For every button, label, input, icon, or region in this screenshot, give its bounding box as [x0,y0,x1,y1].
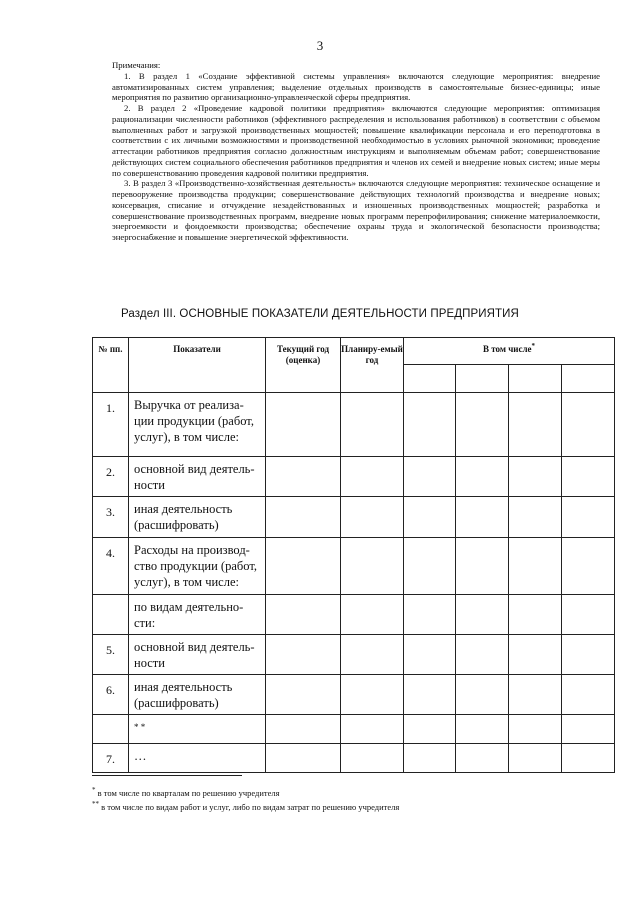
cell [509,497,562,538]
cell [562,675,615,715]
footnote-2-mark: ** [92,800,99,809]
row-indicator: по видам деятельно-сти: [129,595,266,635]
footnote-1-text: в том числе по кварталам по решению учредителя [97,788,280,798]
indicators-table [92,337,615,773]
cell [509,595,562,635]
cell [456,715,509,744]
cell [456,675,509,715]
notes-heading: Примечания: [112,60,161,70]
footnote-1-mark: * [92,786,96,795]
cell [456,393,509,457]
header-including-mark: * [531,342,536,350]
cell [266,595,341,635]
cell [404,635,456,675]
cell [404,538,456,595]
row-indicator: основной вид деятель-ности [129,635,266,675]
cell [266,635,341,675]
cell [509,744,562,773]
header-current-year: Текущий год (оценка) [266,338,341,393]
cell [562,497,615,538]
cell [341,675,404,715]
row-indicator: основной вид деятель-ности [129,457,266,497]
cell [509,393,562,457]
cell [266,457,341,497]
sub-col-1 [404,365,456,393]
header-planned-year: Планиру-емый год [341,338,404,393]
cell [509,457,562,497]
cell [404,715,456,744]
section-title: Раздел III. ОСНОВНЫЕ ПОКАЗАТЕЛИ ДЕЯТЕЛЬНОСТИ ПРЕДПРИЯТИЯ [121,308,519,320]
header-row [93,338,615,365]
cell [509,715,562,744]
cell [562,635,615,675]
cell [509,675,562,715]
footnotes [92,786,399,814]
row-number [93,595,129,635]
cell [341,497,404,538]
cell [266,715,341,744]
cell [509,635,562,675]
footnote-2-text: в том числе по видам работ и услуг, либо по видам затрат по решению учредителя [101,802,400,812]
cell [266,675,341,715]
header-including-label: В том числе [482,344,532,354]
cell [404,457,456,497]
cell [456,538,509,595]
row-indicator: Выручка от реализа-ции продукции (работ, услуг), в том числе: [129,393,266,457]
cell [456,457,509,497]
notes-block [112,60,600,243]
page-number: 3 [316,38,324,53]
cell [562,538,615,595]
sub-col-3 [509,365,562,393]
cell [404,497,456,538]
cell [562,744,615,773]
header-including [404,338,615,365]
cell [404,393,456,457]
cell [562,393,615,457]
cell [341,595,404,635]
footnote-1 [92,786,399,800]
footnote-2 [92,800,399,814]
sub-col-4 [562,365,615,393]
row-number: 3. [93,497,129,538]
cell [562,595,615,635]
row-number [93,715,129,744]
sub-col-2 [456,365,509,393]
cell [562,715,615,744]
header-num: № пп. [93,338,129,393]
row-indicator: иная деятельность (расшифровать) [129,675,266,715]
row-indicator: иная деятельность (расшифровать) [129,497,266,538]
row-number: 1. [93,393,129,457]
row-number: 7. [93,744,129,773]
footnote-divider [92,775,242,776]
cell [456,744,509,773]
table-row [93,675,615,715]
table-row [93,715,615,744]
row-number: 2. [93,457,129,497]
row-indicator: Расходы на производ-ство продукции (работ, услуг), в том числе: [129,538,266,595]
table-row [93,393,615,457]
row-indicator: … [129,744,266,773]
note-paragraph-2: 2. В раздел 2 «Проведение кадровой политики предприятия» включаются следующие мероприятия: оптимизация рационализации численности работников (эффективного распределения и использования работников) в соответствии с объемом выполненных работ и загрузкой производственных мощностей; повышение квалификации персонала и его переподготовка в соответствии с их личными возможностями и производственной необходимостью в условиях рыночной экономики; проведение аттестации работников предприятия согласно должностным инструкциям и выполняемым объемам работ; совершенствование действующих систем социального обеспечения работников предприятия и членов их семей и внедрение новых систем; иные меры по совершенствованию проведения кадровой политики предприятия. [112,103,600,178]
row-number: 5. [93,635,129,675]
cell [341,457,404,497]
cell [456,497,509,538]
cell [341,744,404,773]
cell [562,457,615,497]
table-row [93,744,615,773]
table-row [93,595,615,635]
cell [456,595,509,635]
row-number: 4. [93,538,129,595]
cell [341,393,404,457]
cell [404,744,456,773]
cell [404,675,456,715]
table-row [93,635,615,675]
cell [341,635,404,675]
row-indicator: * * [129,715,266,744]
table-row [93,497,615,538]
header-indicator: Показатели [129,338,266,393]
cell [266,538,341,595]
cell [266,393,341,457]
cell [341,715,404,744]
cell [341,538,404,595]
cell [266,744,341,773]
cell [404,595,456,635]
note-paragraph-1: 1. В раздел 1 «Создание эффективной системы управления» включаются следующие мероприятия: внедрение автоматизированных систем управления; выделение отдельных производств в самостоятельные бизнес-единицы; иные мероприятия по развитию организационно-управленческой сферы предприятия. [112,70,600,103]
table-row [93,457,615,497]
row-number: 6. [93,675,129,715]
cell [266,497,341,538]
cell [509,538,562,595]
table-row [93,538,615,595]
cell [456,635,509,675]
note-paragraph-3: 3. В раздел 3 «Производственно-хозяйственная деятельность» включаются следующие мероприятия: техническое оснащение и перевооружение производства продукции; совершенствование действующих технологий производства и внедрение новых; консервация, списание и отчуждение незадействованных и изношенных производственных мощностей; разработка и совершенствование производственных программ, внедрение новых программ перепрофилирования; снижение материалоемкости, энергоемкости и фондоемкости производства; обеспечение охраны труда и экологической безопасности производства; энергоснабжение и повышение энергетической эффективности. [112,178,600,242]
